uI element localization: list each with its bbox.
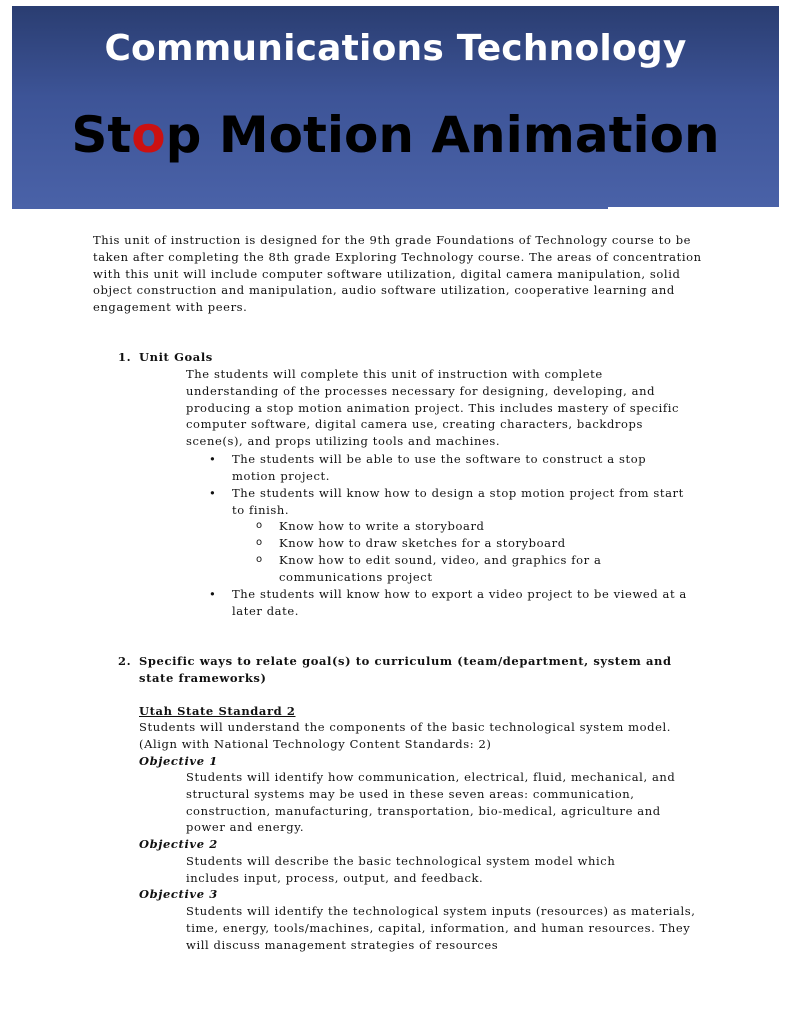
unit-title-end: p Motion Animation bbox=[165, 106, 720, 164]
objective-2-body: Students will describe the basic technological system model which includes input, process, output, and feedback. bbox=[186, 854, 616, 885]
intro-paragraph: This unit of instruction is designed for the 9th grade Foundations of Technology course to be taken after completing the 8th grade Exploring Technology course. The areas of concentration with this unit will include computer software utilization, digital camera manipulation, solid object construction and manipulation, audio software utilization, cooperative learning and engagement with peers. bbox=[93, 233, 702, 315]
list-item-text: The students will know how to export a video project to be viewed at a later date. bbox=[232, 587, 687, 618]
section-title: Unit Goals bbox=[139, 350, 213, 364]
list-item-text: The students will be able to use the software to construct a stop motion project. bbox=[232, 452, 647, 483]
bullet-marker: • bbox=[209, 587, 217, 601]
title-banner bbox=[12, 6, 779, 209]
unit-title bbox=[12, 106, 779, 164]
course-title: Communications Technology bbox=[104, 28, 687, 69]
unit-title-highlight: o bbox=[131, 106, 166, 164]
section-number: 1. bbox=[118, 350, 132, 364]
sub-bullet-marker: o bbox=[256, 554, 263, 565]
standard-title: Utah State Standard 2 bbox=[139, 704, 296, 718]
standard-body: Students will understand the components of the basic technological system model. (Align with National Technology Content Standards: 2) bbox=[139, 720, 672, 751]
objective-1-title: Objective 1 bbox=[139, 754, 218, 768]
sub-list-item-text: Know how to draw sketches for a storyboard bbox=[279, 536, 566, 550]
section-title: Specific ways to relate goal(s) to curriculum (team/department, system and state frameworks) bbox=[139, 654, 672, 685]
section-number: 2. bbox=[118, 654, 132, 668]
unit-title-start: St bbox=[71, 106, 132, 164]
bullet-marker: • bbox=[209, 452, 217, 466]
bullet-marker: • bbox=[209, 486, 217, 500]
unit-goals-body: The students will complete this unit of instruction with complete understanding of the processes necessary for designing, developing, and producing a stop motion animation project. This includes mastery of specific computer software, digital camera use, creating characters, backdrops scene(s), and props utilizing tools and machines. bbox=[186, 367, 680, 449]
sub-bullet-marker: o bbox=[256, 537, 263, 548]
sub-list-item-text: Know how to write a storyboard bbox=[279, 519, 485, 533]
objective-3-title: Objective 3 bbox=[139, 887, 218, 901]
objective-1-body: Students will identify how communication, electrical, fluid, mechanical, and structural systems may be used in these seven areas: communication, construction, manufacturing, transportation, bio-medical, agriculture and power and energy. bbox=[186, 770, 676, 835]
list-item-text: The students will know how to design a stop motion project from start to finish. bbox=[232, 486, 684, 517]
sub-list-item-text: Know how to edit sound, video, and graphics for a communications project bbox=[279, 553, 602, 584]
objective-2-title: Objective 2 bbox=[139, 837, 218, 851]
sub-bullet-marker: o bbox=[256, 520, 263, 531]
objective-3-body: Students will identify the technological system inputs (resources) as materials, time, energy, tools/machines, capital, information, and human resources. They will discuss management strategies of resources bbox=[186, 904, 696, 952]
banner-notch bbox=[608, 207, 779, 211]
